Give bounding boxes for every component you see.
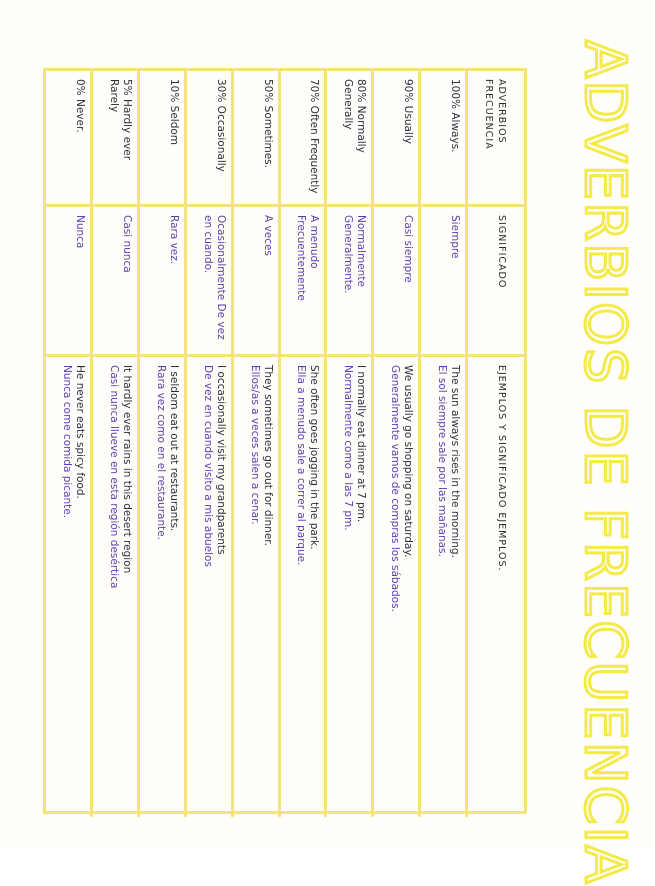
header-ejemplos: EJEMPLOS Y SIGNIFICADO EJEMPLOS.: [465, 357, 524, 817]
adverbs-table: [43, 68, 527, 814]
adverb-cell: 70% Often Frequently: [278, 71, 325, 207]
meaning-cell: Casi siempre: [371, 207, 418, 357]
meaning-cell: Normalmente Generalmente.: [324, 207, 371, 357]
meaning-cell: Nunca: [46, 207, 90, 357]
example-spanish: Ellos/as a veces salen a cenar.: [248, 365, 261, 525]
example-spanish: Ella a menudo sale a correr al parque.: [295, 365, 308, 566]
adverb-cell: 10% Seldom: [137, 71, 184, 207]
example-cell: [90, 357, 137, 817]
example-spanish: Rara vez como en el restaurante.: [154, 365, 167, 541]
adverb-cell: 30% Occasionally: [184, 71, 231, 207]
example-english: We usually go shopping on saturday.: [402, 365, 415, 558]
meaning-cell: A veces: [231, 207, 278, 357]
meaning-cell: Casi nunca: [90, 207, 137, 357]
header-significado: SIGNIFICADO: [465, 207, 524, 357]
example-english: They sometimes go out for dinner.: [261, 365, 274, 546]
example-spanish: De vez en cuando visito a mis abuelos: [201, 365, 214, 567]
adverb-cell: 5% Hardly ever Rarely: [90, 71, 137, 207]
page-title: ADVERBIOS DE FRECUENCIA: [572, 40, 637, 886]
meaning-cell: A menudo Frecuentemente: [278, 207, 325, 357]
example-cell: [418, 357, 465, 817]
example-spanish: Casi nunca llueve en esta región desértica: [107, 365, 120, 589]
adverb-cell: 80% Normally Generally: [324, 71, 371, 207]
meaning-cell: Siempre: [418, 207, 465, 357]
example-cell: [46, 357, 90, 817]
example-spanish: Generalmente vamos de compras los sábados.: [389, 365, 402, 612]
example-english: I seldom eat out at restaurants.: [167, 365, 180, 532]
example-english: He never eats spicy food.: [73, 365, 86, 499]
example-spanish: Nunca come comida picante.: [60, 365, 73, 519]
meaning-cell: Rara vez.: [137, 207, 184, 357]
example-cell: [231, 357, 278, 817]
example-spanish: El sol siempre sale por las mañanas.: [436, 365, 449, 557]
header-adverbios: ADVERBIOS FRECUENCIA: [465, 71, 524, 207]
example-cell: [184, 357, 231, 817]
adverb-cell: 0% Never.: [46, 71, 90, 207]
example-cell: [371, 357, 418, 817]
example-english: She often goes jogging in the park.: [308, 365, 321, 550]
example-cell: [137, 357, 184, 817]
example-cell: [278, 357, 325, 817]
adverb-cell: 90% Usually: [371, 71, 418, 207]
example-spanish: Normalmente como a las 7 pm.: [342, 365, 355, 531]
adverb-cell: 50% Sometimes.: [231, 71, 278, 207]
example-english: I normally eat dinner at 7 pm.: [355, 365, 368, 523]
meaning-cell: Ocasionalmente De vez en cuando.: [184, 207, 231, 357]
adverb-cell: 100% Always.: [418, 71, 465, 207]
example-english: I occasionally visit my grandparents: [214, 365, 227, 555]
example-english: It hardly ever rains in this desert region: [120, 365, 133, 574]
example-english: The sun always rises in the morning.: [449, 365, 462, 558]
example-cell: [324, 357, 371, 817]
